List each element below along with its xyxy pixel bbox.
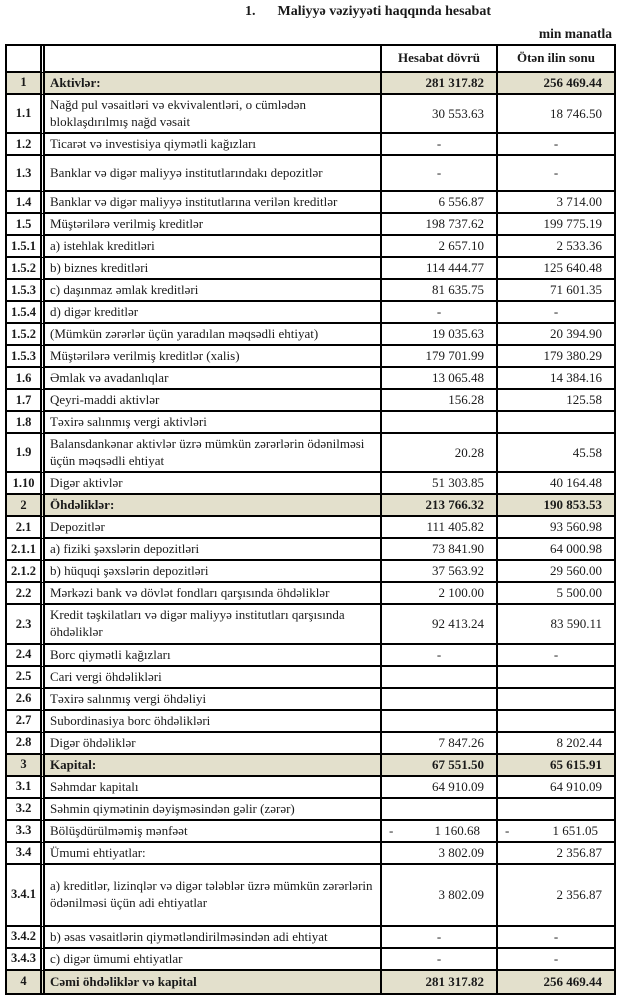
value-previous-year-end: 8 202.44: [498, 733, 614, 755]
row-label: Digər aktivlər: [40, 473, 382, 495]
row-number: 1.5.2: [7, 258, 40, 280]
value-previous-year-end: 64 910.09: [498, 777, 614, 799]
column-header-current-period: Hesabat dövrü: [382, 46, 498, 73]
row-number: 2.4: [7, 645, 40, 667]
table-row: [7, 434, 614, 473]
row-number: 1.5.3: [7, 346, 40, 368]
value-current-period: 19 035.63: [382, 324, 498, 346]
row-label: Kredit təşkilatları və digər maliyyə institutları qarşısında öhdəliklər: [40, 605, 382, 644]
row-number: 4: [7, 971, 40, 993]
value-current-period: -: [382, 156, 498, 192]
row-label: Öhdəliklər:: [40, 495, 382, 517]
value-current-period: 81 635.75: [382, 280, 498, 302]
row-label: d) digər kreditlər: [40, 302, 382, 324]
value-previous-year-end: 2 356.87: [498, 843, 614, 865]
value-previous-year-end: 83 590.11: [498, 605, 614, 644]
value-previous-year-end: 14 384.16: [498, 368, 614, 390]
value-current-period: [382, 689, 498, 711]
row-label: Ticarət və investisiya qiymətli kağızları: [40, 134, 382, 156]
table-row: [7, 755, 614, 777]
table-row: [7, 280, 614, 302]
row-label: Müştərilərə verilmiş kreditlər: [40, 214, 382, 236]
table-row: [7, 777, 614, 799]
header-label-cell: [40, 46, 382, 73]
value-current-period: 6 556.87: [382, 192, 498, 214]
value-previous-year-end: 45.58: [498, 434, 614, 473]
row-number: 1.9: [7, 434, 40, 473]
value-current-period: 30 553.63: [382, 95, 498, 134]
row-number: 3.1: [7, 777, 40, 799]
row-number: 3.4.3: [7, 949, 40, 971]
row-number: 1.5: [7, 214, 40, 236]
row-number: 1.10: [7, 473, 40, 495]
value-current-period: -: [382, 302, 498, 324]
value-previous-year-end: 29 560.00: [498, 561, 614, 583]
value-previous-year-end: 3 714.00: [498, 192, 614, 214]
row-number: 3.2: [7, 799, 40, 821]
row-label: Aktivlər:: [40, 73, 382, 95]
value-current-period: [382, 412, 498, 434]
value-previous-year-end: [498, 667, 614, 689]
table-row: [7, 517, 614, 539]
unit-note: min manatla: [538, 26, 612, 42]
minus-sign: -: [389, 822, 394, 838]
value-previous-year-end: 125.58: [498, 390, 614, 412]
value-current-period: 67 551.50: [382, 755, 498, 777]
row-number: 2: [7, 495, 40, 517]
row-number: 1.8: [7, 412, 40, 434]
value-previous-year-end: 5 500.00: [498, 583, 614, 605]
row-number: 2.1.1: [7, 539, 40, 561]
value-previous-year-end: [498, 799, 614, 821]
table-row: [7, 412, 614, 434]
value-previous-year-end: 190 853.53: [498, 495, 614, 517]
row-number: 1.5.1: [7, 236, 40, 258]
row-label: Depozitlər: [40, 517, 382, 539]
row-number: 1.2: [7, 134, 40, 156]
value-current-period: [382, 799, 498, 821]
value-previous-year-end: -: [498, 156, 614, 192]
value-current-period: 37 563.92: [382, 561, 498, 583]
table-row: [7, 865, 614, 927]
value-text: 1 651.05: [552, 822, 598, 838]
value-current-period: -: [382, 134, 498, 156]
value-current-period: 73 841.90: [382, 539, 498, 561]
row-label: a) kreditlər, lizinqlər və digər tələblər üzrə mümkün zərərlərin ödənilməsi üçün adi ehtiyatlar: [40, 865, 382, 927]
table-row: [7, 495, 614, 517]
value-previous-year-end: 18 746.50: [498, 95, 614, 134]
row-number: 2.8: [7, 733, 40, 755]
row-label: Ümumi ehtiyatlar:: [40, 843, 382, 865]
table-row: [7, 927, 614, 949]
row-label: Kapital:: [40, 755, 382, 777]
table-row: [7, 561, 614, 583]
table-row: [7, 95, 614, 134]
value-previous-year-end: [498, 412, 614, 434]
value-current-period: 281 317.82: [382, 73, 498, 95]
value-current-period: 2 657.10: [382, 236, 498, 258]
value-current-period: 114 444.77: [382, 258, 498, 280]
table-row: [7, 324, 614, 346]
row-label: Bölüşdürülməmiş mənfəət: [40, 821, 382, 843]
table-row: [7, 605, 614, 644]
report-title-text: Maliyyə vəziyyəti haqqında hesabat: [277, 4, 492, 19]
row-number: 1.6: [7, 368, 40, 390]
table-row: [7, 821, 614, 843]
row-label: a) fiziki şəxslərin depozitləri: [40, 539, 382, 561]
row-label: Təxirə salınmış vergi öhdəliyi: [40, 689, 382, 711]
value-current-period: 198 737.62: [382, 214, 498, 236]
value-current-period: 2 100.00: [382, 583, 498, 605]
table-row: [7, 667, 614, 689]
value-previous-year-end: 199 775.19: [498, 214, 614, 236]
row-label: Cari vergi öhdəlikləri: [40, 667, 382, 689]
row-number: 3.4.1: [7, 865, 40, 927]
row-number: 2.1.2: [7, 561, 40, 583]
table-row: [7, 390, 614, 412]
row-label: Digər öhdəliklər: [40, 733, 382, 755]
column-header-previous-year-end: Ötən ilin sonu: [498, 46, 614, 73]
row-label: Səhmin qiymətinin dəyişməsindən gəlir (zərər): [40, 799, 382, 821]
header-number-cell: [7, 46, 40, 73]
value-current-period: 20.28: [382, 434, 498, 473]
row-number: 2.2: [7, 583, 40, 605]
value-previous-year-end: 65 615.91: [498, 755, 614, 777]
table-row: [7, 368, 614, 390]
table-row: [7, 346, 614, 368]
table-row: [7, 971, 614, 993]
table-header-row: [7, 46, 614, 73]
row-number: 1: [7, 73, 40, 95]
table-row: [7, 134, 614, 156]
row-label: Subordinasiya borc öhdəlikləri: [40, 711, 382, 733]
value-current-period: 213 766.32: [382, 495, 498, 517]
value-current-period: 13 065.48: [382, 368, 498, 390]
row-number: 3.4: [7, 843, 40, 865]
row-number: 3: [7, 755, 40, 777]
value-previous-year-end: 71 601.35: [498, 280, 614, 302]
value-previous-year-end: [498, 689, 614, 711]
row-number: 3.4.2: [7, 927, 40, 949]
table-row: [7, 214, 614, 236]
value-previous-year-end: -: [498, 949, 614, 971]
value-current-period: 64 910.09: [382, 777, 498, 799]
table-row: [7, 949, 614, 971]
value-previous-year-end: [498, 711, 614, 733]
table-row: [7, 192, 614, 214]
row-number: 2.3: [7, 605, 40, 644]
value-previous-year-end: 2 356.87: [498, 865, 614, 927]
value-current-period: 51 303.85: [382, 473, 498, 495]
value-previous-year-end: 93 560.98: [498, 517, 614, 539]
row-number: 1.5.3: [7, 280, 40, 302]
value-previous-year-end: 256 469.44: [498, 73, 614, 95]
table-row: [7, 473, 614, 495]
row-number: 2.7: [7, 711, 40, 733]
table-row: [7, 733, 614, 755]
row-label: Təxirə salınmış vergi aktivləri: [40, 412, 382, 434]
value-current-period: 3 802.09: [382, 865, 498, 927]
row-number: 1.1: [7, 95, 40, 134]
balance-table: [5, 44, 616, 995]
row-label: c) digər ümumi ehtiyatlar: [40, 949, 382, 971]
value-current-period: 7 847.26: [382, 733, 498, 755]
row-label: b) biznes kreditləri: [40, 258, 382, 280]
value-previous-year-end: 2 533.36: [498, 236, 614, 258]
row-label: Banklar və digər maliyyə institutlarına verilən kreditlər: [40, 192, 382, 214]
value-previous-year-end: 64 000.98: [498, 539, 614, 561]
row-label: a) istehlak kreditləri: [40, 236, 382, 258]
value-previous-year-end: [498, 821, 614, 843]
value-current-period: 111 405.82: [382, 517, 498, 539]
row-label: Balansdankənar aktivlər üzrə mümkün zərərlərin ödənilməsi üçün məqsədli ehtiyat: [40, 434, 382, 473]
value-current-period: 3 802.09: [382, 843, 498, 865]
row-label: Cəmi öhdəliklər və kapital: [40, 971, 382, 993]
row-number: 1.5.4: [7, 302, 40, 324]
row-label: Əmlak və avadanlıqlar: [40, 368, 382, 390]
value-current-period: 179 701.99: [382, 346, 498, 368]
value-current-period: 92 413.24: [382, 605, 498, 644]
value-previous-year-end: -: [498, 645, 614, 667]
row-label: Qeyri-maddi aktivlər: [40, 390, 382, 412]
value-current-period: 156.28: [382, 390, 498, 412]
value-previous-year-end: -: [498, 302, 614, 324]
row-label: Mərkəzi bank və dövlət fondları qarşısında öhdəliklər: [40, 583, 382, 605]
value-previous-year-end: 125 640.48: [498, 258, 614, 280]
value-current-period: [382, 667, 498, 689]
value-current-period: -: [382, 927, 498, 949]
value-current-period: [382, 711, 498, 733]
value-previous-year-end: 20 394.90: [498, 324, 614, 346]
value-current-period: [382, 821, 498, 843]
table-row: [7, 843, 614, 865]
value-previous-year-end: 40 164.48: [498, 473, 614, 495]
row-label: (Mümkün zərərlər üçün yaradılan məqsədli ehtiyat): [40, 324, 382, 346]
table-row: [7, 583, 614, 605]
table-row: [7, 799, 614, 821]
value-text: 1 160.68: [434, 822, 480, 838]
table-row: [7, 645, 614, 667]
row-number: 1.7: [7, 390, 40, 412]
minus-sign: -: [505, 822, 510, 838]
row-number: 2.5: [7, 667, 40, 689]
value-previous-year-end: 256 469.44: [498, 971, 614, 993]
row-number: 2.1: [7, 517, 40, 539]
row-number: 3.3: [7, 821, 40, 843]
row-label: Nağd pul vəsaitləri və ekvivalentləri, o cümlədən bloklaşdırılmış nağd vəsait: [40, 95, 382, 134]
row-number: 1.5.2: [7, 324, 40, 346]
value-current-period: 281 317.82: [382, 971, 498, 993]
value-current-period: -: [382, 949, 498, 971]
row-number: 1.3: [7, 156, 40, 192]
table-row: [7, 539, 614, 561]
value-previous-year-end: 179 380.29: [498, 346, 614, 368]
row-label: Səhmdar kapitalı: [40, 777, 382, 799]
table-row: [7, 258, 614, 280]
row-label: b) əsas vəsaitlərin qiymətləndirilməsindən adi ehtiyat: [40, 927, 382, 949]
value-current-period: -: [382, 645, 498, 667]
report-title: [245, 4, 620, 20]
row-number: 2.6: [7, 689, 40, 711]
row-label: c) daşınmaz əmlak kreditləri: [40, 280, 382, 302]
table-row: [7, 711, 614, 733]
row-label: b) hüquqi şəxslərin depozitləri: [40, 561, 382, 583]
value-previous-year-end: -: [498, 134, 614, 156]
row-label: Borc qiymətli kağızları: [40, 645, 382, 667]
report-title-number: 1.: [245, 4, 256, 19]
value-previous-year-end: -: [498, 927, 614, 949]
table-row: [7, 156, 614, 192]
row-number: 1.4: [7, 192, 40, 214]
table-row: [7, 302, 614, 324]
table-row: [7, 689, 614, 711]
row-label: Müştərilərə verilmiş kreditlər (xalis): [40, 346, 382, 368]
table-row: [7, 236, 614, 258]
table-row: [7, 73, 614, 95]
row-label: Banklar və digər maliyyə institutlarındakı depozitlər: [40, 156, 382, 192]
